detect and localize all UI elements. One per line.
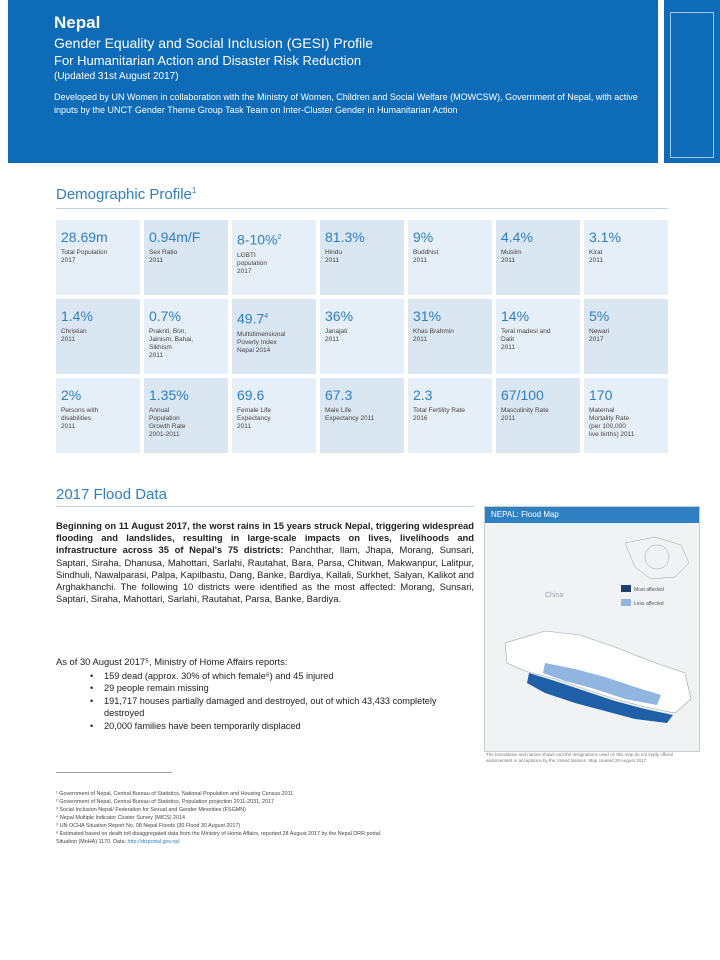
demographic-cell [584, 220, 668, 295]
demographic-label: Hindu 2011 [325, 249, 342, 264]
footnote-rule [56, 772, 172, 773]
updated-date: (Updated 31st August 2017) [54, 71, 179, 82]
flood-rule [56, 506, 474, 507]
footnote-link-line [56, 838, 668, 846]
header-banner [8, 0, 658, 163]
map-region-label: China [545, 592, 564, 599]
demographic-value-text: 67.3 [325, 387, 353, 403]
demographic-cell [408, 220, 492, 295]
flood-impact-item: • 159 dead (approx. 30% of which female⁶) and 45 injured [90, 670, 470, 682]
demographic-label: Total Population 2017 [61, 249, 108, 264]
demographic-value-text: 0.7% [149, 308, 181, 324]
footnote-item: ⁴ Nepal Multiple Indicator Cluster Survey (MICS) 2014 [56, 815, 186, 821]
demographic-cell [584, 299, 668, 374]
demographic-value-text: 170 [589, 387, 613, 403]
demographic-value [325, 308, 399, 325]
map-caption: The boundaries and names shown and the designations used on this map do not imply official endorsement or acceptance by the United Nations. Map created 28 August 2017. [486, 752, 673, 763]
demographic-value [149, 308, 223, 325]
demographic-value-text: 4.4% [501, 229, 533, 245]
demographic-label: Sex Ratio 2011 [149, 249, 178, 264]
demographic-value [413, 308, 487, 325]
demographic-label: Total Fertility Rate 2016 [413, 407, 466, 422]
demographic-value-text: 5% [589, 308, 610, 324]
demographic-cell [408, 299, 492, 374]
legend-most-affected: Most affected [634, 587, 664, 593]
demographic-value-text: 2.3 [413, 387, 433, 403]
flood-map [484, 506, 700, 752]
demographic-value-text: 2% [61, 387, 82, 403]
developed-by-text: Developed by UN Women in collaboration with the Ministry of Women, Children and Social Welfare (MOWCSW), Government of Nepal, with active inputs by the UNCT Gender Theme Group Task Team on Inter-Cluster Gender in Humanitarian Action [54, 92, 638, 115]
demographic-cell [232, 299, 316, 374]
demographic-label: Kirat 2011 [589, 249, 603, 264]
demographic-cell [320, 220, 404, 295]
demographic-value [501, 308, 575, 325]
demographic-cell [496, 378, 580, 453]
demographic-value [61, 229, 135, 246]
demographic-value [589, 387, 663, 404]
demographic-value [149, 229, 223, 246]
header-side-panel [664, 0, 720, 163]
demographic-label: Annual Population Growth Rate 2001-2011 [149, 407, 186, 438]
demographic-value [501, 387, 575, 404]
demographic-label: Prakriti, Bon, Jainism, Bahai, Sikhism 2011 [149, 328, 194, 359]
demographic-label: Multidimensional Poverty Index Nepal 2014 [237, 330, 286, 354]
demographic-value-text: 28.69m [61, 229, 108, 245]
demographic-value-text: 8-10% [237, 231, 278, 248]
side-panel-frame [670, 12, 714, 158]
demographic-cell [232, 378, 316, 453]
demographic-cell [232, 220, 316, 295]
demographic-value [237, 229, 311, 249]
demographic-value-text: 1.4% [61, 308, 93, 324]
demographic-label: Newari 2017 [589, 328, 610, 343]
demographic-title-text: Demographic Profile [56, 186, 192, 203]
demographic-label: Terai madesi and Dalit 2011 [501, 328, 551, 351]
demographic-cell [144, 299, 228, 374]
map-title: NEPAL: Flood Map [485, 507, 699, 523]
drr-portal-link[interactable]: http://drrportal.gov.np/ [127, 839, 180, 845]
legend-less-affected: Less affected [634, 601, 664, 607]
demographic-cell [56, 220, 140, 295]
demographic-value-text: 49.7 [237, 310, 265, 327]
demographic-label: Khas Brahmin 2011 [413, 328, 454, 343]
demographic-value [589, 308, 663, 325]
demographic-label: LGBTI population 2017 [237, 251, 267, 275]
demographic-value-footnote: 4 [264, 313, 269, 320]
demographic-value-text: 9% [413, 229, 434, 245]
footnote-item: ² Government of Nepal, Central Bureau of Statistics, Population projection 2011-2031, 2017 [56, 799, 275, 805]
legend-swatch-less [621, 599, 631, 606]
demographic-value [413, 229, 487, 246]
footnote-item: ¹ Government of Nepal, Central Bureau of Statistics, National Population and Housing Census 2011 [56, 791, 294, 797]
demographic-value-text: 3.1% [589, 229, 621, 245]
demographic-rule [56, 208, 668, 209]
demographic-cell [496, 299, 580, 374]
demographic-grid [56, 220, 668, 453]
demographic-value [589, 229, 663, 246]
demographic-section-title [56, 186, 196, 203]
demographic-value [61, 308, 135, 325]
demographic-cell [56, 299, 140, 374]
demographic-value-text: 14% [501, 308, 530, 324]
demographic-value-text: 0.94m/F [149, 229, 201, 245]
demographic-value-text: 31% [413, 308, 442, 324]
demographic-value-text: 69.6 [237, 387, 265, 403]
profile-title: Gender Equality and Social Inclusion (GESI) Profile [54, 35, 374, 51]
demographic-label: Masculinity Rate 2011 [501, 407, 549, 422]
demographic-label: Christian 2011 [61, 328, 87, 343]
demographic-cell [320, 378, 404, 453]
demographic-cell [584, 378, 668, 453]
footnote-item: ³ Social Inclusion Nepal/ Federation for Sexual and Gender Minorities (FSGMN) [56, 807, 246, 813]
flood-description [56, 520, 474, 605]
flood-impact-item: • 20,000 families have been temporarily displaced [90, 720, 470, 732]
demographic-label: Maternal Mortality Rate (per 100,000 live births) 2011 [589, 407, 635, 438]
demographic-value-text: 1.35% [149, 387, 189, 403]
flood-impact-list [90, 670, 470, 732]
profile-subtitle: For Humanitarian Action and Disaster Risk Reduction [54, 53, 362, 68]
demographic-label: Muslim 2011 [501, 249, 522, 264]
demographic-value [237, 387, 311, 404]
demographic-cell [320, 299, 404, 374]
flood-impact-item: • 29 people remain missing [90, 682, 470, 694]
demographic-value-text: 81.3% [325, 229, 365, 245]
demographic-value [501, 229, 575, 246]
demographic-cell [56, 378, 140, 453]
demographic-value [325, 229, 399, 246]
demographic-cell [144, 220, 228, 295]
demographic-label: Male Life Expectancy 2011 [325, 407, 375, 422]
footnote-link-prefix: Situation (MoHA) 1170. Data: [56, 839, 128, 845]
demographic-value [237, 308, 311, 328]
demographic-cell [144, 378, 228, 453]
demographic-cell [496, 220, 580, 295]
nepal-map-graphic [485, 523, 699, 751]
demographic-value-text: 67/100 [501, 387, 544, 403]
legend-swatch-most [621, 585, 631, 592]
demographic-value-text: 36% [325, 308, 354, 324]
demographic-label: Buddhist 2011 [413, 249, 439, 264]
demographic-value [413, 387, 487, 404]
demographic-value [61, 387, 135, 404]
demographic-value-footnote: 2 [277, 234, 282, 241]
demographic-value [149, 387, 223, 404]
footnote-item: ⁶ Estimated based on death toll disaggregated data from the Ministry of Home Affairs, reported 28 August 2017 by the Nepal DRR portal. [56, 831, 382, 837]
footnote-item: ⁵ UN OCHA Situation Report No. 08 Nepal Floods (30 Flood 30 August 2017) [56, 823, 241, 829]
moha-report-intro: As of 30 August 2017⁵, Ministry of Home Affairs reports: [56, 656, 288, 667]
footnotes [56, 790, 668, 846]
demographic-label: Persons with disabilities 2011 [61, 407, 99, 430]
demographic-cell [408, 378, 492, 453]
demographic-title-footnote: 1 [191, 186, 197, 195]
flood-section-title: 2017 Flood Data [56, 486, 167, 503]
flood-impact-item: • 191,717 houses partially damaged and destroyed, out of which 43,433 completely destroyed [90, 695, 470, 720]
demographic-label: Female Life Expectancy 2011 [237, 407, 271, 430]
flood-lead-text: Beginning on 11 August 2017, the worst rains in 15 years struck Nepal, triggering widespread flooding and landslides, resulting in large-scale impacts on lives, livelihoods and infrastructure across 35 of Nepal's 75 districts: [56, 520, 474, 556]
country-title: Nepal [54, 13, 101, 32]
demographic-value [325, 387, 399, 404]
flood-body-text: Panchthar, Ilam, Jhapa, Morang, Sunsari, Saptari, Siraha, Dhanusa, Mahottari, Sarlahi, Rautahat, Bara, Parsa, Chitwan, Makwanpur, Lalitpur, Sindhuli, Nawalparasi, Palpa, Kapilbastu, Dang, Banke, Bardiya, Kailali, Surkhet, Salyan, Kalikot and Arghakhanchi. The following 10 districts were identified as the most affected: Morang, Sunsari, Saptari, Siraha, Mahottari, Sarlahi, Rautahat, Parsa, Banke, Bardiya. [56, 544, 474, 605]
demographic-label: Janajati 2011 [325, 328, 348, 343]
